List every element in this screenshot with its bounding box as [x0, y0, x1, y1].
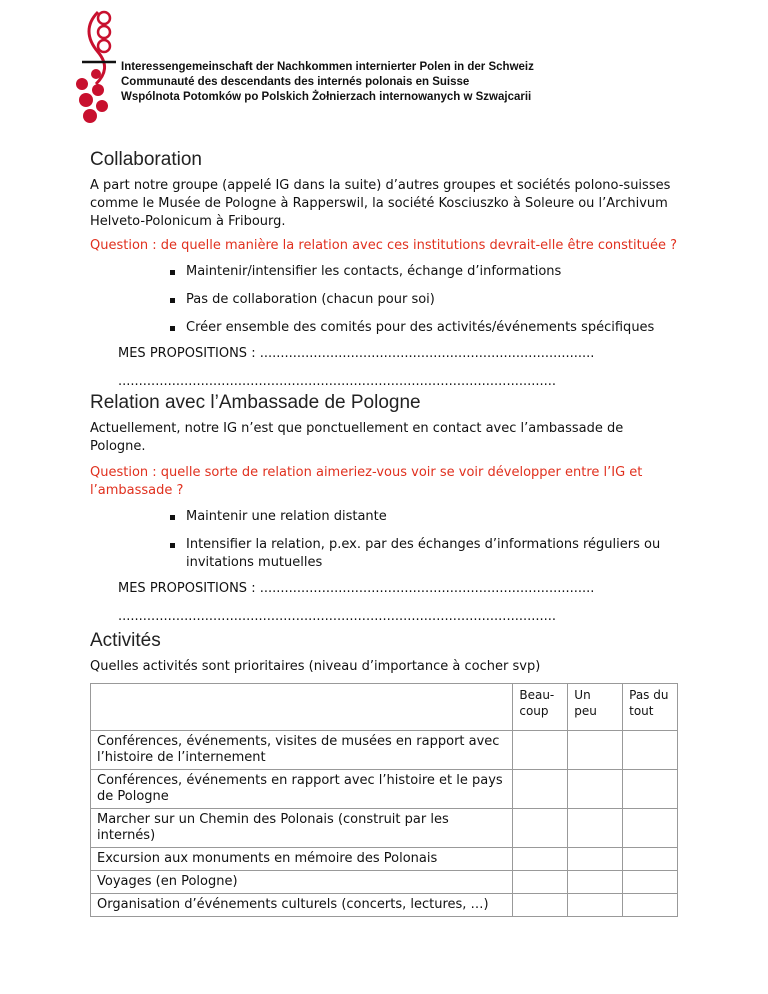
option-item[interactable]: Maintenir/intensifier les contacts, échange d’informations: [90, 263, 680, 281]
section-intro: A part notre groupe (appelé IG dans la suite) d’autres groupes et sociétés polono-suisses comme le Musée de Pologne à Rapperswil, la société Kosciuszko à Soleure ou l’Archivum Helveto-Polonicum à Fribourg.: [90, 178, 671, 229]
collaboration-section: [90, 149, 680, 391]
checkbox-cell-un-peu[interactable]: [568, 894, 623, 917]
option-item[interactable]: Pas de collaboration (chacun pour soi): [90, 291, 680, 309]
table-header-row: [91, 684, 678, 731]
checkbox-cell-beaucoup[interactable]: [513, 770, 568, 809]
proposals-field[interactable]: MES PROPOSITIONS : .................................................................................: [118, 346, 595, 361]
table-row: [91, 894, 678, 917]
activity-label: Conférences, événements en rapport avec l’histoire et le pays de Pologne: [91, 770, 513, 809]
organization-names: [121, 60, 534, 105]
checkbox-cell-pas-du-tout[interactable]: [623, 894, 678, 917]
option-item[interactable]: Maintenir une relation distante: [90, 508, 680, 526]
checkbox-cell-beaucoup[interactable]: [513, 809, 568, 848]
section-question: Question : de quelle manière la relation avec ces institutions devrait-elle être constituée ?: [90, 238, 678, 253]
table-row: [91, 731, 678, 770]
checkbox-cell-un-peu[interactable]: [568, 770, 623, 809]
org-name-polish: Wspólnota Potomków po Polskich Żołnierzach internowanych w Szwajcarii: [121, 91, 532, 103]
table-row: [91, 871, 678, 894]
checkbox-cell-un-peu[interactable]: [568, 731, 623, 770]
checkbox-cell-pas-du-tout[interactable]: [623, 848, 678, 871]
checkbox-cell-beaucoup[interactable]: [513, 871, 568, 894]
priority-table: [90, 683, 678, 917]
embassy-section: [90, 392, 680, 626]
option-item[interactable]: Créer ensemble des comités pour des activités/événements spécifiques: [90, 319, 680, 337]
checkbox-cell-pas-du-tout[interactable]: [623, 809, 678, 848]
table-header-cell: Pas du tout: [623, 684, 678, 731]
organization-logo: [72, 8, 118, 126]
checkbox-cell-un-peu[interactable]: [568, 871, 623, 894]
activities-section: [90, 630, 680, 676]
checkbox-cell-un-peu[interactable]: [568, 809, 623, 848]
org-name-french: Communauté des descendants des internés polonais en Suisse: [121, 76, 470, 88]
table-row: [91, 770, 678, 809]
checkbox-cell-un-peu[interactable]: [568, 848, 623, 871]
checkbox-cell-beaucoup[interactable]: [513, 848, 568, 871]
activity-label: Voyages (en Pologne): [91, 871, 513, 894]
activity-label: Excursion aux monuments en mémoire des Polonais: [91, 848, 513, 871]
section-intro: Quelles activités sont prioritaires (niveau d’importance à cocher svp): [90, 659, 541, 674]
checkbox-cell-pas-du-tout[interactable]: [623, 871, 678, 894]
section-title: Relation avec l’Ambassade de Pologne: [90, 392, 421, 413]
proposals-field[interactable]: MES PROPOSITIONS : .................................................................................: [118, 581, 595, 596]
table-row: [91, 848, 678, 871]
activity-label: Organisation d’événements culturels (concerts, lectures, …): [91, 894, 513, 917]
activity-label: Conférences, événements, visites de musées en rapport avec l’histoire de l’internement: [91, 731, 513, 770]
option-list: [90, 508, 680, 572]
table-row: [91, 809, 678, 848]
table-header-cell: Beau-coup: [513, 684, 568, 731]
checkbox-cell-pas-du-tout[interactable]: [623, 731, 678, 770]
proposals-field-continuation[interactable]: ..........................................................................................................: [118, 374, 557, 389]
org-name-german: Interessengemeinschaft der Nachkommen internierter Polen in der Schweiz: [121, 61, 534, 73]
checkbox-cell-pas-du-tout[interactable]: [623, 770, 678, 809]
checkbox-cell-beaucoup[interactable]: [513, 731, 568, 770]
checkbox-cell-beaucoup[interactable]: [513, 894, 568, 917]
section-question: Question : quelle sorte de relation aimeriez-vous voir se voir développer entre l’IG et l’ambassade ?: [90, 465, 643, 498]
section-intro: Actuellement, notre IG n’est que ponctuellement en contact avec l’ambassade de Pologne.: [90, 421, 624, 454]
table-header-cell: [91, 684, 513, 731]
option-item[interactable]: Intensifier la relation, p.ex. par des échanges d’informations réguliers ou invitations mutuelles: [90, 536, 680, 572]
activity-label: Marcher sur un Chemin des Polonais (construit par les internés): [91, 809, 513, 848]
proposals-field-continuation[interactable]: ..........................................................................................................: [118, 609, 557, 624]
section-title: Activités: [90, 630, 161, 651]
section-title: Collaboration: [90, 149, 202, 170]
option-list: [90, 263, 680, 337]
table-header-cell: Un peu: [568, 684, 623, 731]
